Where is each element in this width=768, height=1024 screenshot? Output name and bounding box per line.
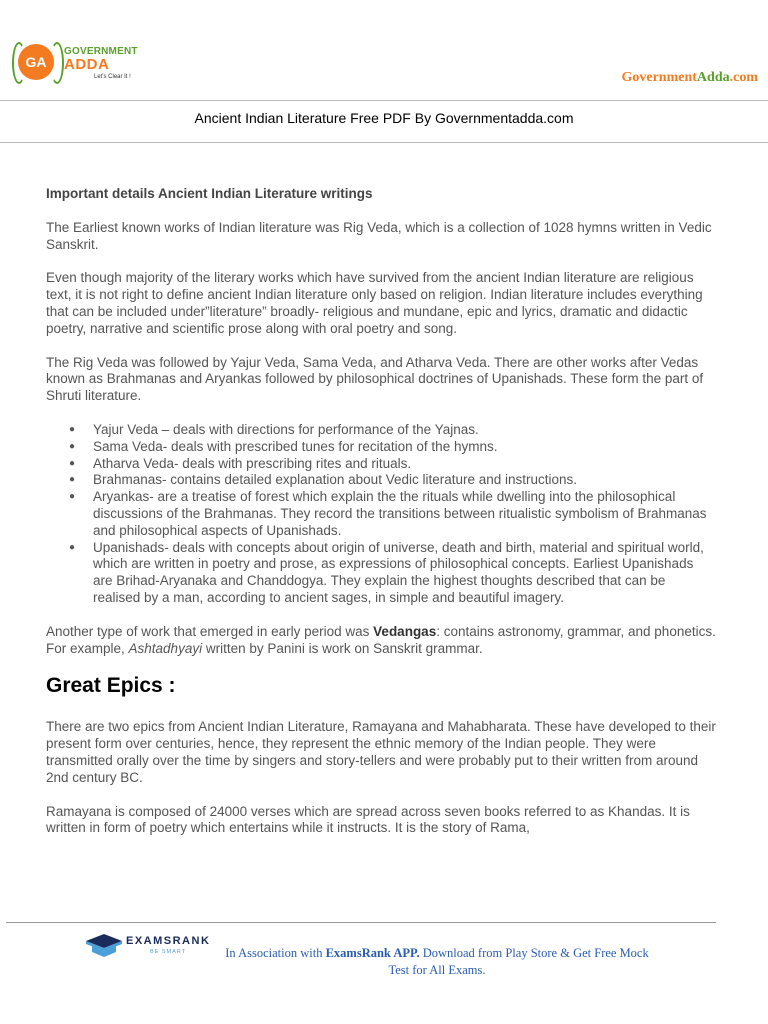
logo-text-top: GOVERNMENT bbox=[64, 46, 138, 57]
examsrank-name: EXAMSRANK bbox=[126, 935, 211, 947]
vedanga-term: Vedangas bbox=[373, 623, 437, 639]
logo-tagline: Let's Clear It ! bbox=[94, 74, 131, 80]
vedanga-text-mid: : contains astronomy, grammar, and phonetics. For example, bbox=[46, 623, 716, 656]
header-divider bbox=[0, 100, 768, 101]
examsrank-logo[interactable] bbox=[84, 930, 214, 960]
site-link[interactable] bbox=[621, 70, 758, 86]
paragraph-rig-veda: The Earliest known works of Indian literature was Rig Veda, which is a collection of 1028 hymns written in Vedic Sanskrit. bbox=[46, 219, 712, 252]
vedanga-text-pre: Another type of work that emerged in early period was bbox=[46, 623, 374, 639]
governmentadda-logo[interactable] bbox=[12, 42, 162, 88]
footer-text-post: Download from Play Store & Get Free Mock Test for All Exams. bbox=[388, 946, 649, 977]
footer-text-pre: In Association with bbox=[225, 946, 326, 960]
paragraph-vedas: The Rig Veda was followed by Yajur Veda, Sama Veda, and Atharva Veda. There are other works after Vedas known as Brahmanas and Aryankas followed by philosophical doctrines of Upanishads. These form the part of Shruti literature. bbox=[46, 354, 704, 404]
site-link-part1: Government bbox=[621, 70, 697, 85]
list-item: ● Atharva Veda- deals with prescribing rites and rituals. bbox=[93, 456, 716, 473]
logo-badge: GA bbox=[18, 44, 54, 80]
great-epics-heading: Great Epics : bbox=[46, 674, 176, 698]
list-item: ● Brahmanas- contains detailed explanation about Vedic literature and instructions. bbox=[93, 472, 716, 489]
list-item: ● Upanishads- deals with concepts about origin of universe, death and birth, material and spiritual world, which are written in poetry and prose, as expressions of philosophical concepts. Earliest Upanishads are Brihad-Aryanaka and Chanddogya. They explain the highest thoughts described that can be realised by a man, according to ancient sages, in simple and beautiful imagery. bbox=[93, 540, 716, 607]
document-body bbox=[46, 186, 716, 854]
list-item: ● Yajur Veda – deals with directions for performance of the Yajnas. bbox=[93, 422, 716, 439]
logo-text-main: ADDA bbox=[64, 56, 110, 73]
section-subheading: Important details Ancient Indian Literature writings bbox=[46, 186, 373, 201]
list-item: ● Sama Veda- deals with prescribed tunes for recitation of the hymns. bbox=[93, 439, 716, 456]
graduation-cap-icon bbox=[84, 932, 124, 958]
page-header bbox=[0, 0, 768, 100]
paragraph-literature-definition: Even though majority of the literary works which have survived from the ancient Indian literature are religious text, it is not right to define ancient Indian literature only based on religion. Indian literature includes everything that can be included under”literature” broadly- religious and mundane, epic and lyrics, dramatic and didactic poetry, narrative and scientific prose along with oral poetry and song. bbox=[46, 270, 703, 336]
vedas-bullet-list bbox=[46, 422, 716, 607]
paragraph-epics: There are two epics from Ancient Indian Literature, Ramayana and Mahabharata. These have developed to their present form over centuries, hence, they represent the ethnic memory of the Indian people. They were transmitted orally over the time by singers and story-tellers and were probably put to their written from around 2nd century BC. bbox=[46, 719, 716, 785]
vedanga-text-post: written by Panini is work on Sanskrit grammar. bbox=[202, 640, 483, 656]
footer-promo-text[interactable] bbox=[222, 945, 652, 979]
footer-divider bbox=[6, 922, 716, 923]
paragraph-vedangas bbox=[46, 624, 716, 658]
paragraph-ramayana: Ramayana is composed of 24000 verses which are spread across seven books referred to as Khandas. It is written in form of poetry which entertains while it instructs. It is the story of Rama, bbox=[46, 803, 690, 836]
examsrank-app-link[interactable]: ExamsRank APP. bbox=[325, 946, 420, 960]
list-item: ● Aryankas- are a treatise of forest which explain the the rituals while dwelling into the philosophical discussions of the Brahmanas. They record the transitions between ritualistic symbolism of Brahmanas and philosophical aspects of Upanishads. bbox=[93, 489, 716, 539]
document-title: Ancient Indian Literature Free PDF By Governmentadda.com bbox=[194, 110, 574, 126]
site-link-part2: Adda bbox=[696, 70, 730, 85]
ashtadhyayi-term: Ashtadhyayi bbox=[128, 640, 203, 656]
title-divider bbox=[0, 142, 768, 143]
site-link-part3: .com bbox=[729, 70, 758, 85]
examsrank-tagline: BE SMART bbox=[150, 949, 187, 955]
